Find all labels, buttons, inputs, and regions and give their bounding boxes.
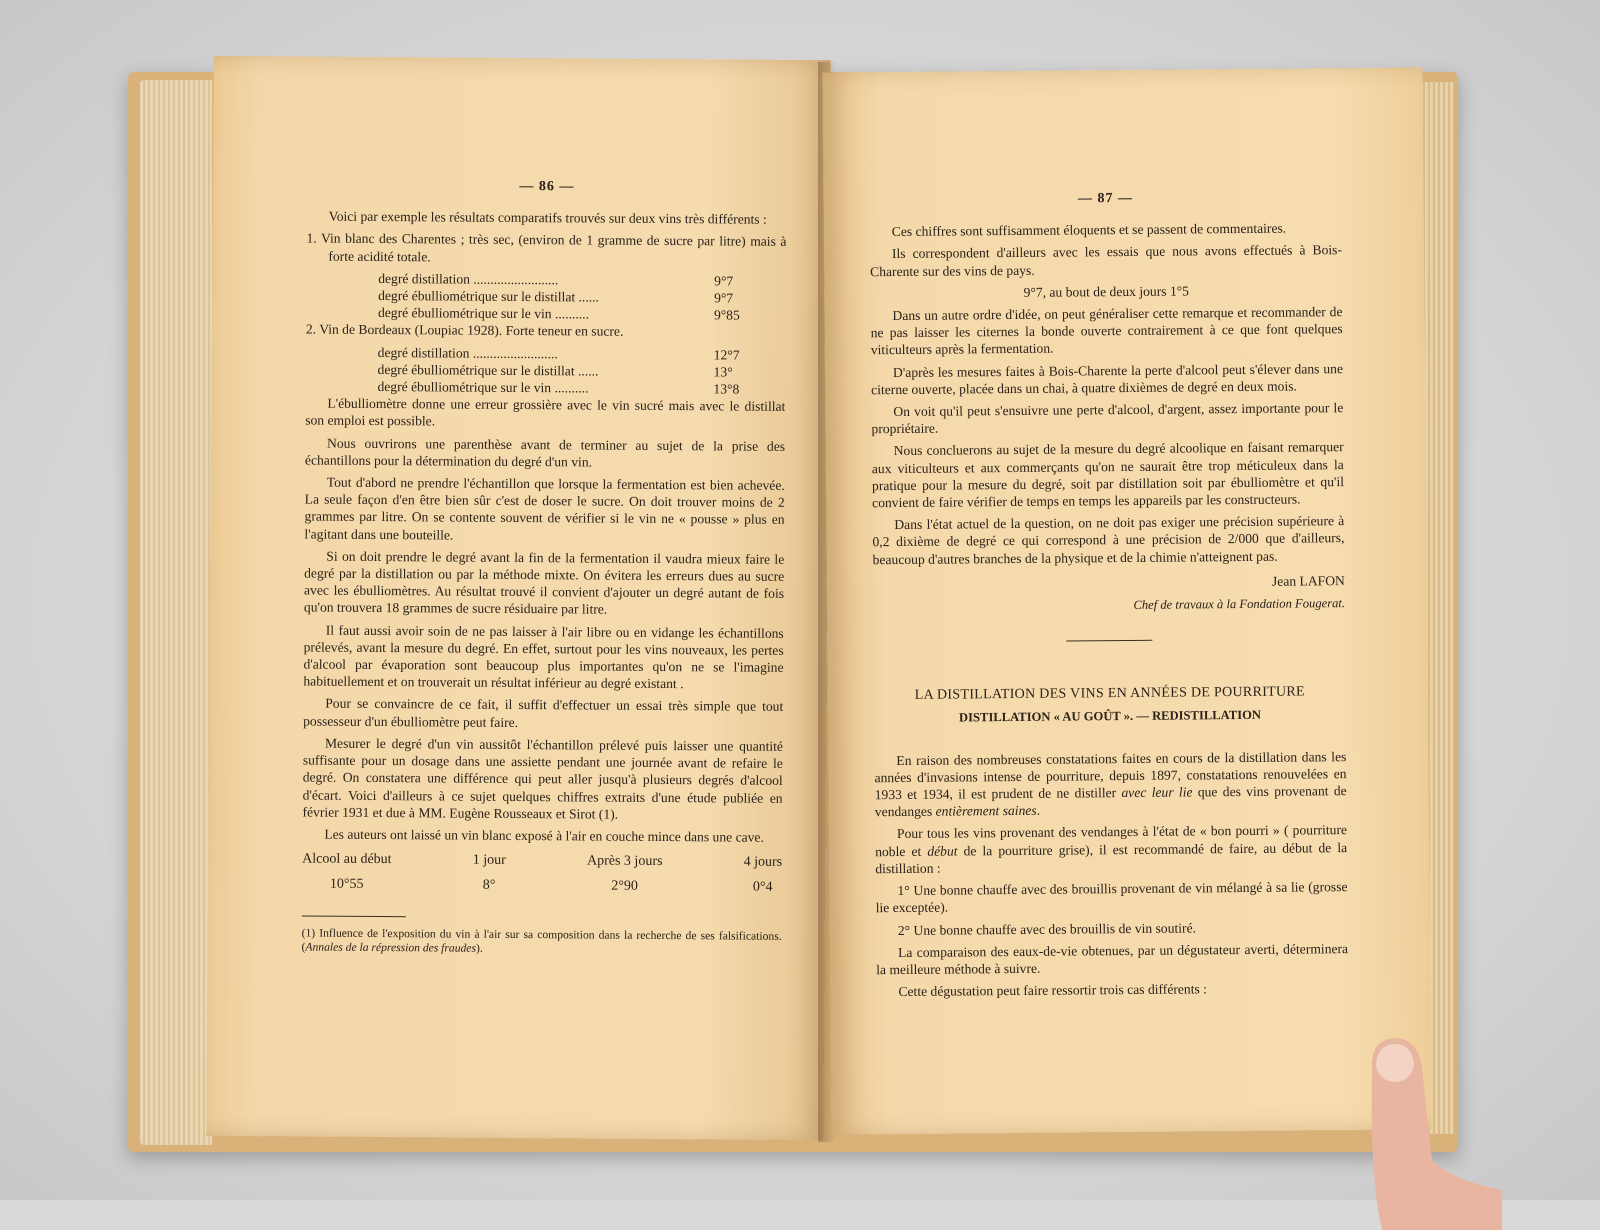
right-page-text [869, 188, 1348, 1005]
text-run: . [1036, 803, 1041, 819]
paragraph: Pour se convaincre de ce fait, il suffit d'effectuer un essai très simple que tout possesseur d'un ébulliomètre peut faire. [303, 696, 784, 730]
item-1-measurements [306, 269, 786, 324]
paragraph: D'après les mesures faites à Bois-Charente la perte d'alcool peut s'élever dans une citerne ouverte, placée dans un chai, à quatre dixièmes de degré en deux mois. [871, 360, 1344, 398]
measure-value: 12°7 [713, 346, 740, 363]
paragraph: 1° Une bonne chauffe avec des brouillis provenant de vin mélangé à sa lie (grosse lie exceptée). [875, 879, 1348, 916]
table-header: Après 3 jours [586, 853, 663, 870]
result-line: 9°7, au bout de deux jours 1°5 [1023, 283, 1190, 300]
author-title: Chef de travaux à la Fondation Fougerat. [1133, 596, 1346, 613]
table-cell: 10°55 [329, 877, 364, 893]
paragraph [874, 748, 1347, 821]
paragraph: 2° Une bonne chauffe avec des brouillis de vin soutiré. [897, 919, 1197, 938]
emphasis: début [927, 843, 958, 859]
table-header: 4 jours [743, 854, 783, 870]
footnote-text: (1) Influence de l'exposition du vin à l'air sur sa composition dans la recherche de ses falsifications. ( [301, 926, 782, 954]
paragraph: Si on doit prendre le degré avant la fin de la fermentation il vaudra mieux faire le degré par la distillation ou par la méthode mixte. On évitera les erreurs dues au sucre avec les ébulliomètres. Au résultat trouvé il convient d'ajouter un degré autant de fois qu'on trouvera 18 grammes de sucre résiduaire par litre. [303, 548, 785, 618]
measure-value: 13°8 [713, 381, 740, 397]
text-run: En raison des nombreuses constatations faites en cours de la distillation dans les années d'invasions intense de pourriture, depuis 1897, constatations renouvelées en 1933 et 1934, il est prudent de ne distiller [874, 748, 1347, 803]
measure-value: 9°7 [714, 290, 734, 306]
left-page [206, 56, 831, 1140]
paragraph: Ils correspondent d'ailleurs avec les essais que nous avons effectués à Bois-Charente sur des vins de pays. [870, 242, 1343, 279]
finger-holding-page [1352, 1030, 1502, 1230]
section-subtitle: DISTILLATION « AU GOÛT ». — REDISTILLATION [958, 708, 1262, 725]
section-separator [1066, 640, 1152, 642]
left-page-text [302, 177, 787, 958]
footnote [302, 926, 782, 957]
table-header: Alcool au début [302, 851, 392, 868]
footnote-source: Annales de la répression des fraudes [305, 940, 477, 955]
item-2: 2. Vin de Bordeaux (Loupiac 1928). Forte teneur en sucre. [305, 321, 624, 340]
measure-label: degré ébulliométrique sur le vin .......... [377, 305, 590, 322]
table-header: 1 jour [472, 852, 506, 869]
item-2-measurements [305, 343, 785, 398]
measure-value: 13° [713, 364, 733, 380]
paragraph: Cette dégustation peut faire ressortir trois cas différents : [898, 981, 1208, 1000]
item-1: 1. Vin blanc des Charentes ; très sec, (environ de 1 gramme de sucre par litre) mais à forte acidité totale. [306, 230, 787, 264]
paragraph: La comparaison des eaux-de-vie obtenues, par un dégustateur averti, déterminera la meilleure méthode à suivre. [876, 940, 1349, 978]
paragraph: Dans l'état actuel de la question, on ne doit pas exiger une précision supérieure à 0,2 dixième de degré ce qui correspond à une précision de 2/000 que d'ailleurs, beaucoup d'autres branches de la physique et de la chimie n'atteignent pas. [872, 513, 1345, 567]
right-page [822, 67, 1431, 1134]
intro-paragraph: Voici par exemple les résultats comparatifs trouvés sur deux vins très différents : [328, 208, 767, 227]
page-number-86: — 86 — [519, 178, 575, 195]
footnote-text: ). [475, 941, 483, 955]
table-column [302, 851, 392, 902]
measure-label: degré ébulliométrique sur le distillat ...... [377, 361, 599, 379]
paragraph: Nous ouvrirons une parenthèse avant de terminer au sujet de la prise des échantillons pour la détermination du degré d'un vin. [304, 435, 786, 470]
emphasis: entièrement saines [935, 803, 1037, 819]
paragraph: Dans un autre ordre d'idée, on peut généraliser cette remarque et recommander de ne pas laisser les citernes la bonde ouverte contrairement à ce que font quelques viticulteurs après la fermentation. [870, 304, 1343, 358]
author-signature: Jean LAFON [1271, 572, 1345, 589]
paragraph: Il faut aussi avoir soin de ne pas laisser à l'air libre ou en vidange les échantillons prélevés, avant la mesure du degré. En effet, surtout pour les vins nouveaux, les pertes d'alcool par évaporation sont beaucoup plus importantes qu'on ne se l'imagine habituellement et on trouverait un résultat inférieur au degré existant . [303, 622, 784, 692]
table-cell: 0°4 [752, 879, 773, 896]
page-number-87: — 87 — [1077, 190, 1134, 207]
paragraph: Mesurer le degré d'un vin aussitôt l'échantillon prélevé puis laisser une quantité suffisante pour un dosage dans une assiette pendant une journée avant de refaire le degré. On constatera une différence qui peut aller jusqu'à plusieurs degrés d'alcool d'écart. Voici d'ailleurs à ce sujet quelques chiffres extraits d'une étude publiée en février 1931 et due à MM. Eugène Rousseaux et Sirot (1). [302, 735, 784, 822]
measure-value: 9°85 [713, 307, 740, 323]
measure-label: degré ébulliométrique sur le distillat ...... [378, 288, 600, 305]
table-column [587, 853, 663, 904]
paragraph: L'ébulliomètre donne une erreur grossière avec le vin sucré mais avec le distillat son emploi est possible. [305, 395, 786, 429]
table-column [743, 854, 782, 905]
emphasis: avec leur lie [1121, 784, 1193, 801]
text-run: de la pourriture grise), il est recommandé de faire, au début de la distillation : [875, 839, 1348, 877]
paragraph: Nous concluerons au sujet de la mesure du degré alcoolique en faisant remarquer aux viticulteurs et aux commerçants qu'on ne saurait être trop méticuleux dans la pratique pour la mesure du degré, soit par distillation soit par ébulliomètre et qu'il convient de faire vérifier de temps en temps les appareils par les constructeurs. [871, 439, 1345, 511]
paragraph: Ces chiffres sont suffisamment éloquents et se passent de commentaires. [891, 220, 1287, 240]
measure-value: 9°7 [714, 273, 734, 289]
measure-label: degré distillation ......................... [377, 344, 558, 361]
measure-label: degré distillation ......................... [378, 270, 559, 288]
paragraph: On voit qu'il peut s'ensuivre une perte d'alcool, d'argent, assez importante pour le propriétaire. [871, 400, 1344, 437]
measure-label: degré ébulliométrique sur le vin .......... [377, 379, 589, 396]
text-run: Pour tous les vins provenant des vendanges à l'état de « bon pourri » ( pourriture noble et [875, 822, 1348, 859]
footnote-rule [302, 915, 406, 917]
section-title: LA DISTILLATION DES VINS EN ANNÉES DE POURRITURE [914, 684, 1305, 704]
paragraph: Tout d'abord ne prendre l'échantillon que lorsque la fermentation est bien achevée. La seule façon d'en être bien sûr c'est de doser le sucre. On doit trouver moins de 2 grammes par litre. On se contente souvent de vérifier si le vin ne « pousse » plus en l'agitant dans une bouteille. [304, 474, 785, 543]
table-cell: 8° [482, 878, 496, 894]
alcohol-evaporation-table [302, 851, 782, 905]
text-run: que des vins provenant de vendanges [874, 783, 1347, 820]
paragraph [875, 822, 1347, 878]
table-cell: 2°90 [611, 878, 638, 895]
left-page-edges [140, 80, 212, 1145]
table-column [472, 852, 505, 903]
paragraph: Les auteurs ont laissé un vin blanc exposé à l'air en couche mince dans une cave. [324, 826, 764, 845]
